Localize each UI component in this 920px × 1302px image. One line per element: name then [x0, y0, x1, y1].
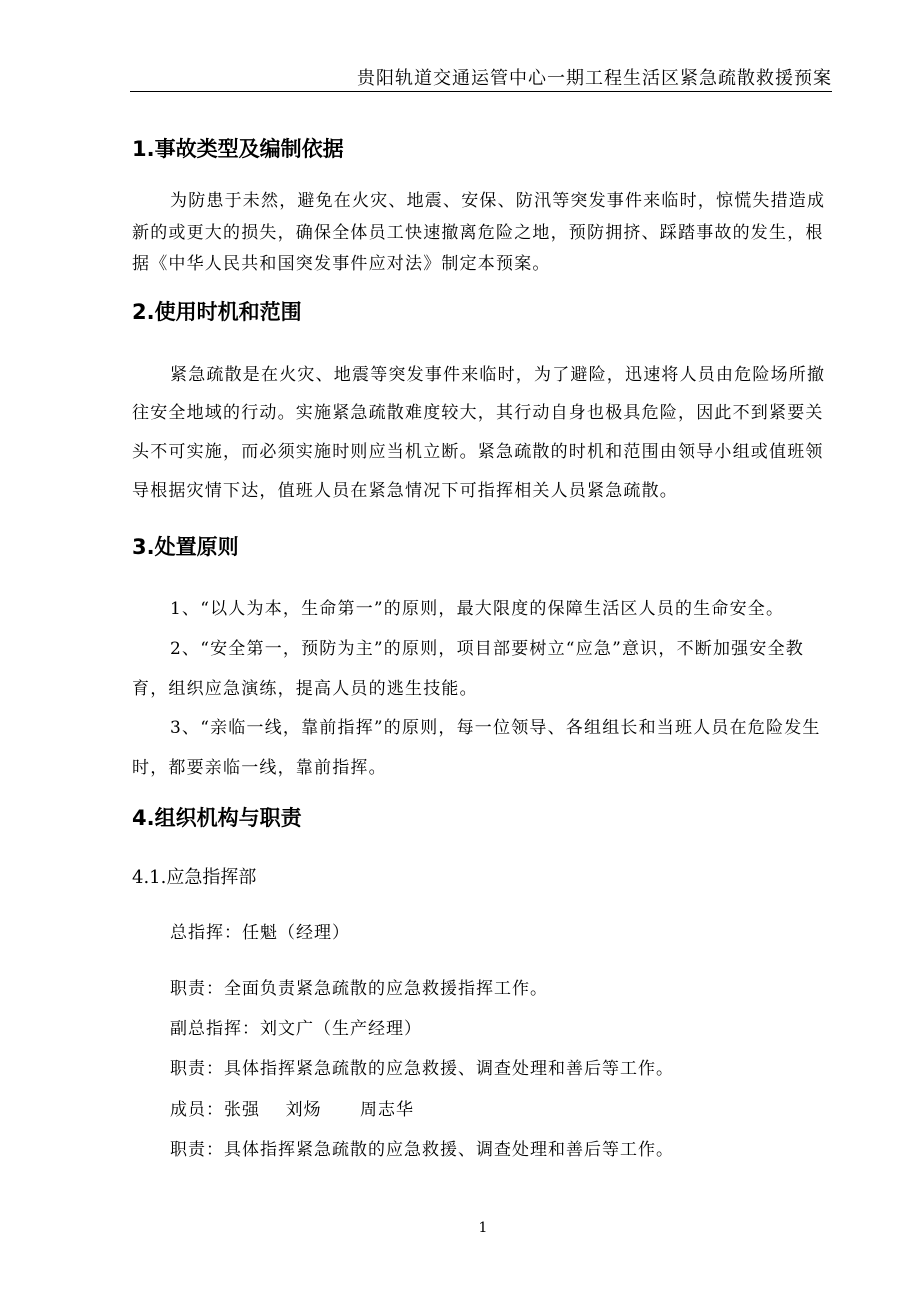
header-title: 贵阳轨道交通运管中心一期工程生活区紧急疏散救援预案 [357, 68, 832, 89]
duty-line: 职责：全面负责紧急疏散的应急救援指挥工作。 [170, 979, 548, 999]
paragraph-line: 导根据灾情下达，值班人员在紧急情况下可指挥相关人员紧急疏散。 [132, 481, 678, 501]
paragraph-line: 往安全地域的行动。实施紧急疏散难度较大，其行动自身也极具危险，因此不到紧要关 [132, 403, 824, 423]
members-line: 成员：张强 刘炀 周志华 [170, 1100, 415, 1120]
header-divider [130, 91, 832, 92]
section-1-heading: 1.事故类型及编制依据 [132, 137, 344, 161]
paragraph-line: 新的或更大的损失，确保全体员工快速撤离危险之地，预防拥挤、踩踏事故的发生，根 [132, 223, 824, 243]
duty-line: 职责：具体指挥紧急疏散的应急救援、调查处理和善后等工作。 [170, 1059, 674, 1079]
paragraph-line: 为防患于未然，避免在火灾、地震、安保、防汛等突发事件来临时，惊慌失措造成 [170, 191, 826, 211]
deputy-commander-line: 副总指挥：刘文广（生产经理） [170, 1019, 422, 1039]
duty-line: 职责：具体指挥紧急疏散的应急救援、调查处理和善后等工作。 [170, 1140, 674, 1160]
paragraph-line: 头不可实施，而必须实施时则应当机立断。紧急疏散的时机和范围由领导小组或值班领 [132, 442, 824, 462]
section-4-1-heading: 4.1.应急指挥部 [132, 867, 257, 888]
principle-line: 3、“亲临一线，靠前指挥”的原则，每一位领导、各组组长和当班人员在危险发生 [170, 718, 821, 738]
page-number: 1 [478, 1220, 488, 1236]
principle-line: 育，组织应急演练，提高人员的逃生技能。 [132, 679, 478, 699]
principle-line: 时，都要亲临一线，靠前指挥。 [132, 758, 387, 778]
paragraph-line: 紧急疏散是在火灾、地震等突发事件来临时，为了避险，迅速将人员由危险场所撤 [170, 365, 826, 385]
section-2-heading: 2.使用时机和范围 [132, 300, 302, 324]
principle-line: 1、“以人为本，生命第一”的原则，最大限度的保障生活区人员的生命安全。 [170, 599, 785, 619]
paragraph-line: 据《中华人民共和国突发事件应对法》制定本预案。 [132, 254, 551, 274]
section-3-heading: 3.处置原则 [132, 535, 239, 559]
commander-line: 总指挥：任魁（经理） [170, 923, 350, 943]
section-4-heading: 4.组织机构与职责 [132, 806, 302, 830]
principle-line: 2、“安全第一，预防为主”的原则，项目部要树立“应急”意识，不断加强安全教 [170, 639, 804, 659]
